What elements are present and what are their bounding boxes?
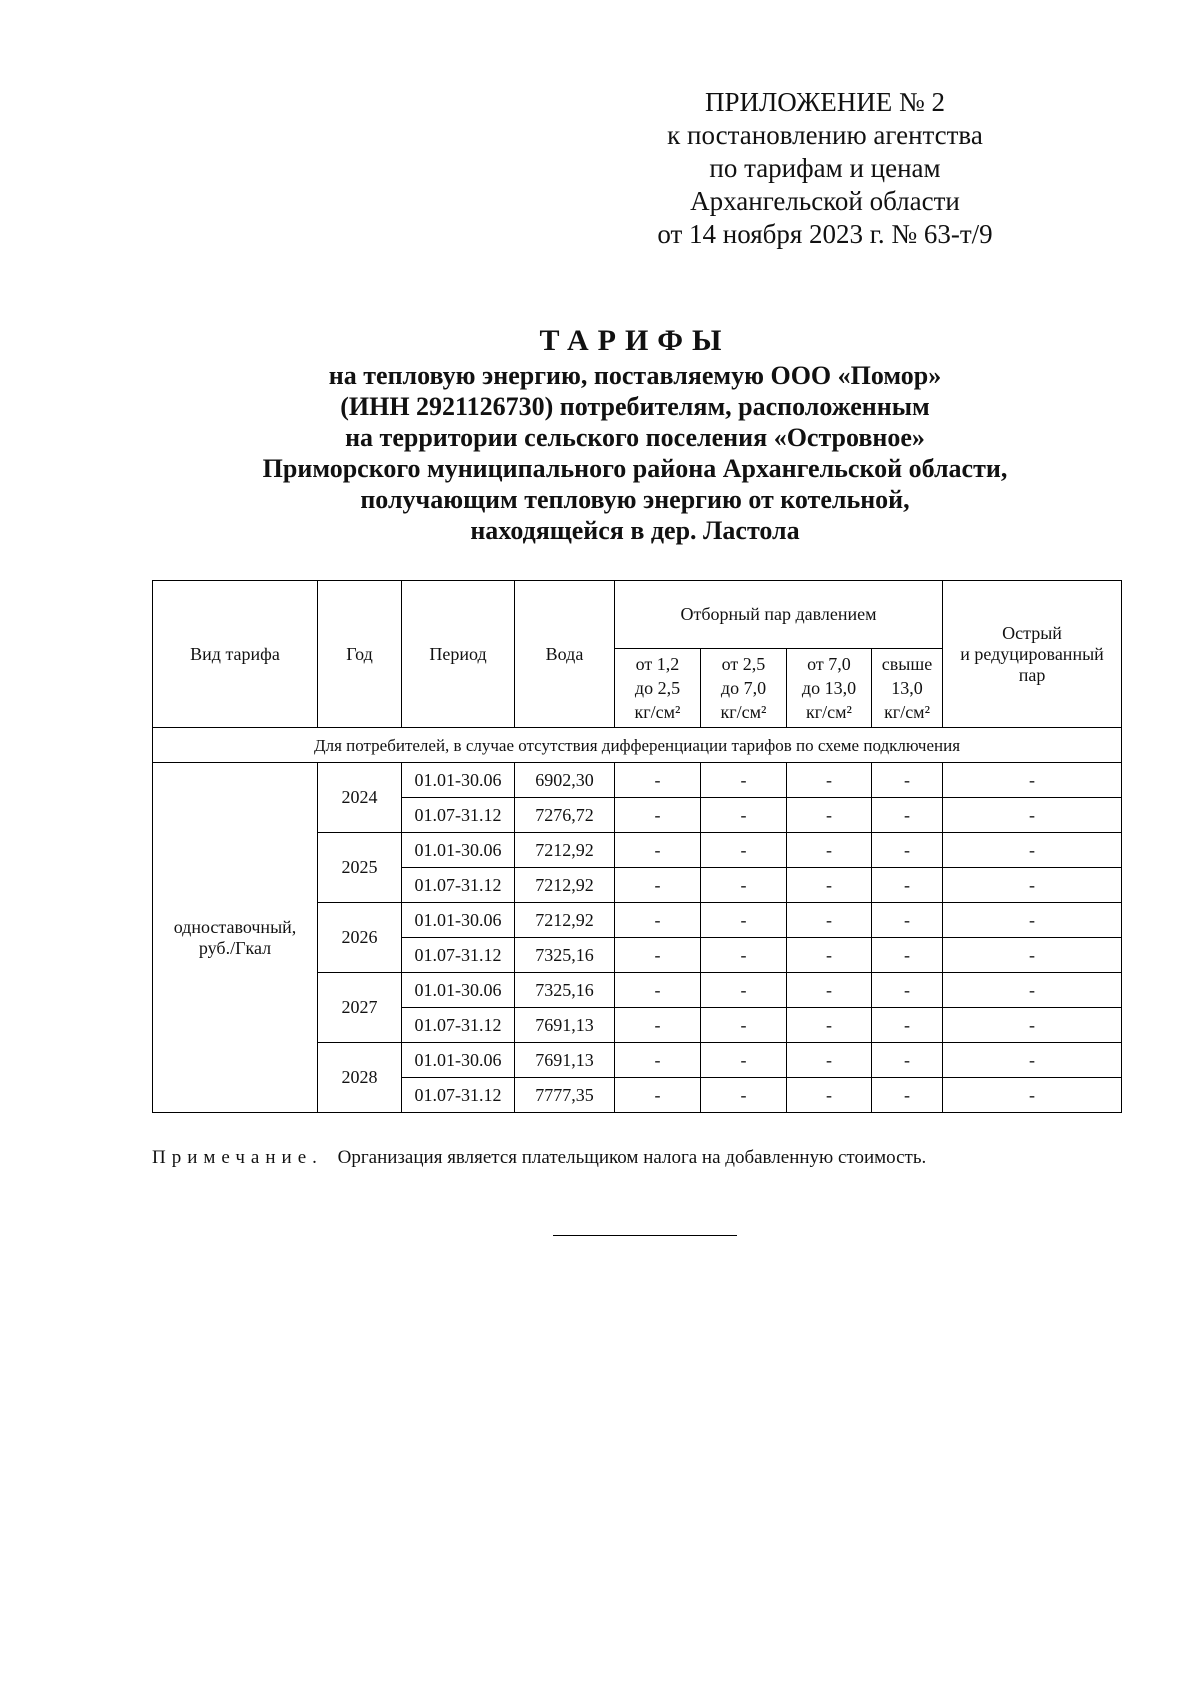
col-header-water: Вода <box>515 581 615 728</box>
subtitle-line: на тепловую энергию, поставляемую ООО «Помор» <box>328 361 942 390</box>
steam-2-value: - <box>701 1043 787 1078</box>
steam-1-value: - <box>615 903 701 938</box>
steam-2-value: - <box>701 1078 787 1113</box>
water-value: 7325,16 <box>515 938 615 973</box>
sharp-steam-value: - <box>943 833 1122 868</box>
sharp-steam-value: - <box>943 938 1122 973</box>
steam-unit: кг/см² <box>720 702 767 722</box>
col-header-period: Период <box>402 581 515 728</box>
steam-2-value: - <box>701 1008 787 1043</box>
steam-3-value: - <box>787 1078 872 1113</box>
steam-1-value: - <box>615 868 701 903</box>
sharp-steam-value: - <box>943 903 1122 938</box>
steam-2-value: - <box>701 973 787 1008</box>
col-header-steam-2 <box>701 649 787 728</box>
sharp-steam-value: - <box>943 1008 1122 1043</box>
steam-4-value: - <box>872 763 943 798</box>
period-cell: 01.07-31.12 <box>402 1008 515 1043</box>
tariff-table <box>152 580 1122 1113</box>
sharp-steam-value: - <box>943 973 1122 1008</box>
steam-2-value: - <box>701 903 787 938</box>
tariff-type-line: руб./Гкал <box>198 937 272 958</box>
sharp-steam-line: и редуцированный <box>960 643 1104 664</box>
water-value: 7212,92 <box>515 868 615 903</box>
steam-1-value: - <box>615 798 701 833</box>
steam-3-value: - <box>787 973 872 1008</box>
col-header-year: Год <box>318 581 402 728</box>
steam-unit: кг/см² <box>806 702 852 722</box>
period-cell: 01.01-30.06 <box>402 763 515 798</box>
subtitle-line: (ИНН 2921126730) потребителям, расположенным <box>340 392 930 421</box>
steam-2-value: - <box>701 938 787 973</box>
steam-1-value: - <box>615 973 701 1008</box>
tariff-type-line: одноставочный, <box>173 916 297 937</box>
steam-1-value: - <box>615 1078 701 1113</box>
steam-4-value: - <box>872 938 943 973</box>
steam-1-value: - <box>615 938 701 973</box>
water-value: 7777,35 <box>515 1078 615 1113</box>
water-value: 7325,16 <box>515 973 615 1008</box>
steam-3-value: - <box>787 1008 872 1043</box>
steam-3-value: - <box>787 938 872 973</box>
period-cell: 01.07-31.12 <box>402 798 515 833</box>
steam-2-value: - <box>701 833 787 868</box>
document-heading <box>150 322 1120 546</box>
sharp-steam-value: - <box>943 1078 1122 1113</box>
water-value: 7691,13 <box>515 1008 615 1043</box>
col-header-steam-3 <box>787 649 872 728</box>
subtitle-line: на территории сельского поселения «Островное» <box>345 423 925 452</box>
steam-3-value: - <box>787 1043 872 1078</box>
steam-range-from: от 1,2 <box>635 654 680 674</box>
year-cell: 2025 <box>318 833 402 903</box>
end-rule <box>553 1235 737 1236</box>
col-header-tariff-type: Вид тарифа <box>153 581 318 728</box>
steam-unit: кг/см² <box>884 702 930 722</box>
col-header-sharp-steam <box>943 581 1122 728</box>
steam-4-value: - <box>872 1078 943 1113</box>
steam-3-value: - <box>787 798 872 833</box>
subheader-row <box>153 728 1122 763</box>
subtitle-line: находящейся в дер. Ластола <box>470 516 800 545</box>
steam-2-value: - <box>701 763 787 798</box>
year-cell: 2024 <box>318 763 402 833</box>
note-label: Примечание. <box>152 1147 323 1168</box>
steam-range-to: 13,0 <box>891 678 923 698</box>
period-cell: 01.01-30.06 <box>402 1043 515 1078</box>
note-text: Организация является плательщиком налога на добавленную стоимость. <box>337 1147 927 1168</box>
steam-4-value: - <box>872 798 943 833</box>
steam-4-value: - <box>872 1043 943 1078</box>
sharp-steam-value: - <box>943 868 1122 903</box>
period-cell: 01.01-30.06 <box>402 973 515 1008</box>
col-header-steam-1 <box>615 649 701 728</box>
steam-4-value: - <box>872 903 943 938</box>
steam-2-value: - <box>701 798 787 833</box>
period-cell: 01.07-31.12 <box>402 1078 515 1113</box>
water-value: 7276,72 <box>515 798 615 833</box>
period-cell: 01.01-30.06 <box>402 903 515 938</box>
col-header-steam-4 <box>872 649 943 728</box>
water-value: 6902,30 <box>515 763 615 798</box>
appendix-number: ПРИЛОЖЕНИЕ № 2 <box>704 87 946 117</box>
steam-3-value: - <box>787 868 872 903</box>
steam-range-to: до 13,0 <box>801 678 857 698</box>
sharp-steam-value: - <box>943 763 1122 798</box>
water-value: 7691,13 <box>515 1043 615 1078</box>
document-title: ТАРИФЫ <box>539 324 731 357</box>
sharp-steam-line: Острый <box>1002 622 1062 643</box>
document-subtitle <box>150 360 1120 546</box>
steam-unit: кг/см² <box>634 702 681 722</box>
subtitle-line: Приморского муниципального района Архангельской области, <box>262 454 1008 483</box>
steam-4-value: - <box>872 1008 943 1043</box>
sharp-steam-value: - <box>943 798 1122 833</box>
period-cell: 01.01-30.06 <box>402 833 515 868</box>
appendix-date-number: от 14 ноября 2023 г. № 63-т/9 <box>657 219 993 249</box>
appendix-block <box>620 86 1030 251</box>
consumer-category: Для потребителей, в случае отсутствия дифференциации тарифов по схеме подключения <box>153 728 1122 763</box>
steam-range-to: до 7,0 <box>720 678 767 698</box>
period-cell: 01.07-31.12 <box>402 938 515 973</box>
steam-range-to: до 2,5 <box>634 678 681 698</box>
steam-1-value: - <box>615 833 701 868</box>
table-row <box>153 763 1122 798</box>
period-cell: 01.07-31.12 <box>402 868 515 903</box>
header-row <box>153 581 1122 649</box>
appendix-line: Архангельской области <box>690 186 960 216</box>
appendix-line: к постановлению агентства <box>667 120 983 150</box>
water-value: 7212,92 <box>515 833 615 868</box>
steam-4-value: - <box>872 973 943 1008</box>
steam-4-value: - <box>872 833 943 868</box>
steam-2-value: - <box>701 868 787 903</box>
steam-3-value: - <box>787 763 872 798</box>
steam-3-value: - <box>787 903 872 938</box>
appendix-line: по тарифам и ценам <box>709 153 941 183</box>
col-header-steam-group: Отборный пар давлением <box>615 581 943 649</box>
tariff-body <box>153 763 1122 1113</box>
tariff-type-cell <box>153 763 318 1113</box>
sharp-steam-line: пар <box>1018 664 1046 685</box>
steam-4-value: - <box>872 868 943 903</box>
water-value: 7212,92 <box>515 903 615 938</box>
steam-range-from: от 2,5 <box>721 654 766 674</box>
steam-range-from: свыше <box>881 654 933 674</box>
note <box>152 1147 926 1169</box>
steam-1-value: - <box>615 1008 701 1043</box>
subtitle-line: получающим тепловую энергию от котельной, <box>360 485 910 514</box>
year-cell: 2028 <box>318 1043 402 1113</box>
steam-1-value: - <box>615 1043 701 1078</box>
sharp-steam-value: - <box>943 1043 1122 1078</box>
steam-3-value: - <box>787 833 872 868</box>
steam-range-from: от 7,0 <box>807 654 851 674</box>
steam-1-value: - <box>615 763 701 798</box>
year-cell: 2027 <box>318 973 402 1043</box>
year-cell: 2026 <box>318 903 402 973</box>
